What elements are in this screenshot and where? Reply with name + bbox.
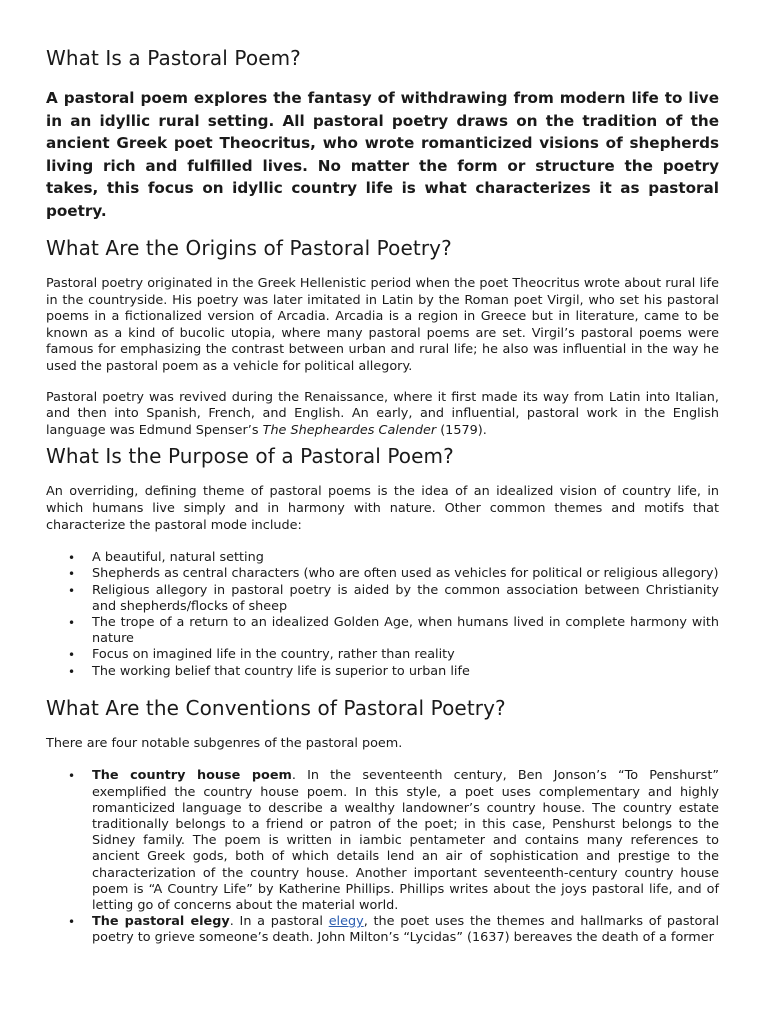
bullet-icon: • bbox=[68, 915, 76, 930]
themes-list bbox=[46, 550, 719, 680]
elegy-link[interactable]: elegy bbox=[328, 914, 364, 930]
heading-origins: What Are the Origins of Pastoral Poetry? bbox=[46, 236, 452, 260]
purpose-paragraph: An overriding, defining theme of pastoral poems is the idea of an idealized vision of country life, in which humans live simply and in harmony with nature. Other common themes and motifs that characterize the pastoral mode include: bbox=[46, 484, 719, 533]
heading-conventions: What Are the Conventions of Pastoral Poetry? bbox=[46, 695, 506, 720]
list-item: • Shepherds as central characters (who are often used as vehicles for political or religious allegory) bbox=[68, 566, 719, 582]
list-item: • The country house poem. In the seventeenth century, Ben Jonson’s “To Penshurst” exemplified the country house poem. In this style, a poet uses complementary and highly romanticized language to describe a wealthy landowner’s country house. The country estate traditionally belongs to a friend or patron of the poet; in this case, Penshurst belongs to the Sidney family. The poem is written in iambic pentameter and contains many references to ancient Greek gods, both of which details lend an air of sophistication and prestige to the characterization of the country house. Another important seventeenth-century country house poem is “A Country Life” by Katherine Phillips. Phillips writes about the joys pastoral life, and of letting go of concerns about the material world. bbox=[68, 768, 719, 913]
subgenres-list bbox=[46, 768, 719, 946]
heading-what-is-pastoral-poem: What Is a Pastoral Poem? bbox=[46, 46, 301, 70]
list-item: • Focus on imagined life in the country, rather than reality bbox=[68, 647, 455, 663]
origins-p2-text: Pastoral poetry was revived during the Renaissance, where it first made its way from Latin into Italian, and then into Spanish, French, and English. An early, and influential, pastoral work in the English language was Edmund Spenser’s bbox=[46, 389, 719, 438]
bullet-icon: • bbox=[68, 615, 76, 630]
bullet-icon: • bbox=[68, 567, 76, 582]
bullet-icon: • bbox=[68, 769, 76, 784]
list-item: • The pastoral elegy. In a pastoral elegy, the poet uses the themes and hallmarks of pastoral poetry to grieve someone’s death. John Milton’s “Lycidas” (1637) bereaves the death of a former bbox=[68, 914, 719, 946]
list-item: • The trope of a return to an idealized Golden Age, when humans lived in complete harmony with nature bbox=[68, 614, 719, 647]
list-item: • The working belief that country life is superior to urban life bbox=[68, 663, 470, 679]
bullet-icon: • bbox=[68, 664, 76, 679]
intro-paragraph: A pastoral poem explores the fantasy of withdrawing from modern life to live in an idyllic rural setting. All pastoral poetry draws on the tradition of the ancient Greek poet Theocritus, who wrote romanticized visions of shepherds living rich and fulfilled lives. No matter the form or structure the poetry takes, this focus on idyllic country life is what characterizes it as pastoral poetry. bbox=[46, 89, 719, 220]
heading-purpose: What Is the Purpose of a Pastoral Poem? bbox=[46, 444, 454, 469]
origins-p2-end: (1579). bbox=[436, 422, 487, 438]
shepheardes-calender-title: The Shepheardes Calender bbox=[262, 422, 437, 438]
subgenre-title: The country house poem bbox=[92, 768, 292, 784]
list-item: • A beautiful, natural setting bbox=[68, 550, 264, 566]
list-item: • Religious allegory in pastoral poetry is aided by the common association between Christianity and shepherds/flocks of sheep bbox=[68, 582, 719, 614]
document-page bbox=[46, 44, 719, 947]
origins-paragraph-1: Pastoral poetry originated in the Greek Hellenistic period when the poet Theocritus wrote about rural life in the countryside. His poetry was later imitated in Latin by the Roman poet Virgil, who set his pastoral poems in a fictionalized version of Arcadia. Arcadia is a region in Greece but in literature, came to be known as a kind of bucolic utopia, where many pastoral poems are set. Virgil’s pastoral poems were famous for emphasizing the contrast between urban and rural life; he also was influential in the way he used the pastoral poem as a vehicle for political allegory. bbox=[46, 276, 719, 374]
conventions-paragraph: There are four notable subgenres of the pastoral poem. bbox=[46, 735, 403, 751]
bullet-icon: • bbox=[68, 583, 76, 598]
origins-paragraph-2 bbox=[46, 390, 719, 440]
bullet-icon: • bbox=[68, 648, 76, 663]
subgenre-title: The pastoral elegy bbox=[92, 914, 230, 930]
bullet-icon: • bbox=[68, 551, 76, 566]
